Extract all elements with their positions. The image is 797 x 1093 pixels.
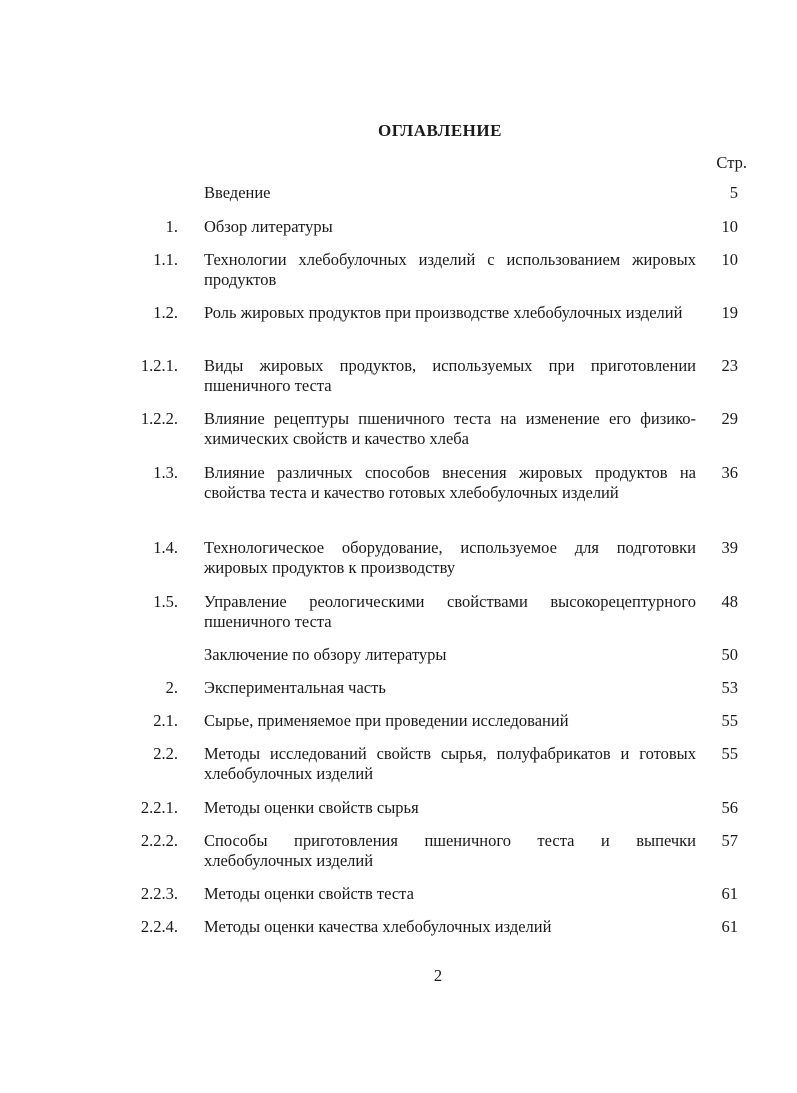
toc-entry-number: 2.2. xyxy=(153,744,178,763)
toc-entry-page: 39 xyxy=(721,538,738,557)
toc-entry-text: Обзор литературы xyxy=(204,217,333,236)
toc-entry-text: Экспериментальная часть xyxy=(204,678,386,697)
toc-entry-text: Влияние рецептуры пшеничного теста на изменение его физико-химических свойств и качество хлеба xyxy=(204,409,696,448)
toc-entry-number: 2.2.2. xyxy=(140,831,178,850)
toc-entry-text: Введение xyxy=(204,183,271,202)
toc-entry-number: 1.5. xyxy=(153,592,178,611)
toc-entry-text: Виды жировых продуктов, используемых при приготовлении пшеничного теста xyxy=(204,356,696,395)
toc-entry-page: 29 xyxy=(721,409,738,428)
toc-entry-number: 1.2.2. xyxy=(140,409,178,428)
toc-entry-number: 2.2.3. xyxy=(140,884,178,903)
toc-entry-text: Методы оценки свойств сырья xyxy=(204,798,419,817)
toc-entry-text: Способы приготовления пшеничного теста и выпечки хлебобулочных изделий xyxy=(204,831,696,870)
toc-entry-number: 2. xyxy=(165,678,178,697)
toc-entry-text: Методы оценки свойств теста xyxy=(204,884,414,903)
toc-entry-text: Управление реологическими свойствами высокорецептурного пшеничного теста xyxy=(204,592,696,631)
toc-entry-number: 1.2.1. xyxy=(140,356,178,375)
toc-entry-page: 19 xyxy=(721,303,738,322)
toc-entry-number: 1.2. xyxy=(153,303,178,322)
toc-entry-text: Заключение по обзору литературы xyxy=(204,645,447,664)
toc-entry-page: 5 xyxy=(729,183,738,202)
toc-entry-text: Методы исследований свойств сырья, полуфабрикатов и готовых хлебобулочных изделий xyxy=(204,744,696,783)
toc-entry-page: 36 xyxy=(721,463,738,482)
toc-entry-number: 1. xyxy=(165,217,178,236)
page-number: 2 xyxy=(433,966,443,985)
toc-entry-number: 1.1. xyxy=(153,250,178,269)
toc-entry-page: 53 xyxy=(721,678,738,697)
toc-entry-page: 61 xyxy=(721,884,738,903)
page-column-label: Стр. xyxy=(716,153,747,172)
page-title: ОГЛАВЛЕНИЕ xyxy=(378,121,502,140)
toc-entry-text: Технологии хлебобулочных изделий с использованием жировых продуктов xyxy=(204,250,696,289)
toc-entry-page: 57 xyxy=(721,831,738,850)
toc-entry-text: Методы оценки качества хлебобулочных изделий xyxy=(204,917,552,936)
toc-entry-page: 55 xyxy=(721,744,738,763)
toc-entry-page: 56 xyxy=(721,798,738,817)
toc-entry-page: 23 xyxy=(721,356,738,375)
toc-entry-number: 2.1. xyxy=(153,711,178,730)
toc-entry-text: Роль жировых продуктов при производстве хлебобулочных изделий xyxy=(204,303,683,322)
toc-entry-number: 2.2.4. xyxy=(140,917,178,936)
toc-entry-page: 50 xyxy=(721,645,738,664)
toc-entry-text: Технологическое оборудование, используемое для подготовки жировых продуктов к производству xyxy=(204,538,696,577)
toc-entry-text: Сырье, применяемое при проведении исследований xyxy=(204,711,569,730)
toc-entry-page: 48 xyxy=(721,592,738,611)
toc-entry-page: 10 xyxy=(721,217,738,236)
toc-entry-page: 61 xyxy=(721,917,738,936)
toc-entry-page: 55 xyxy=(721,711,738,730)
toc-entry-page: 10 xyxy=(721,250,738,269)
toc-entry-text: Влияние различных способов внесения жировых продуктов на свойства теста и качество готовых хлебобулочных изделий xyxy=(204,463,696,502)
toc-entry-number: 2.2.1. xyxy=(140,798,178,817)
toc-entry-number: 1.4. xyxy=(153,538,178,557)
toc-entry-number: 1.3. xyxy=(153,463,178,482)
